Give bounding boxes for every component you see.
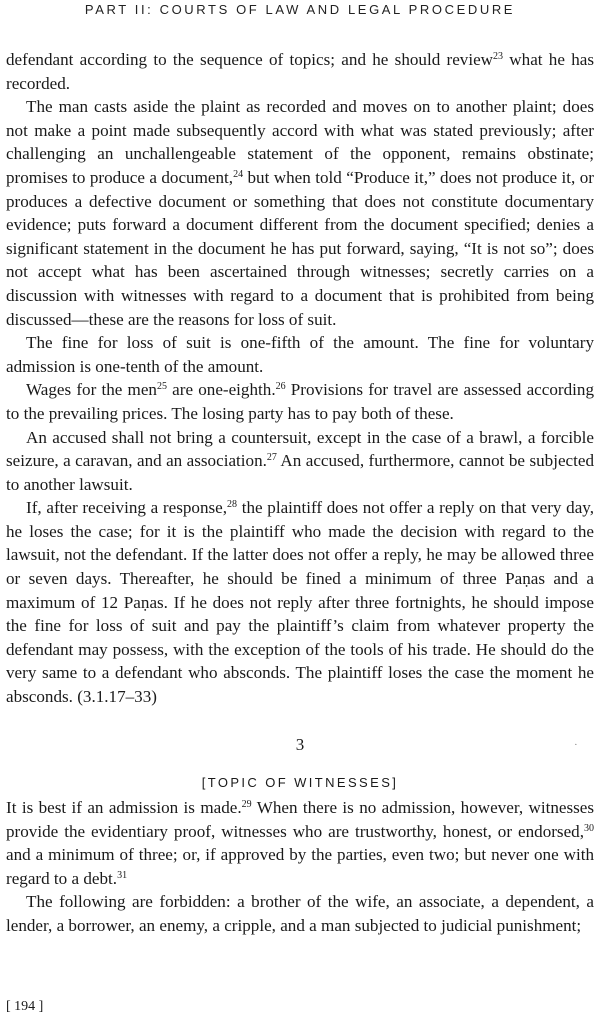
- body-text: [6, 48, 594, 709]
- paragraph-text: the plaintiff does not offer a reply on that very day, he loses the case; for it is the plaintiff who made the decision with regard to the lawsuit, not the defendant. If the latter does not offer a reply, he may be allowed three or seven days. Thereafter, he should be fined a minimum of three Paṇas and a maximum of 12 Paṇas. If he does not reply after three fortnights, he should impose the fine for loss of suit and pay the plaintiff’s claim from whatever property the defendant may possess, with the exception of the tools of his trade. He should do the very same to a defendant who absconds. The plaintiff loses the case the moment he absconds. (3.1.17–33): [6, 498, 595, 707]
- paragraph-text: are one-eighth.: [166, 380, 276, 400]
- paragraph-text: If, after receiving a response,: [26, 498, 228, 518]
- paragraph-text: but when told “Produce it,” does not produce it, or produces a defective document or something that does not constitute documentary evidence; puts forward a document different from the document specified; denies a significant statement in the document he has put forward, saying, “It is not so”; does not accept what has been ascertained through witnesses; secretly carries on a discussion with witnesses with regard to a document that is prohibited from being discussed—these are the reasons for loss of suit.: [6, 167, 594, 329]
- paragraph: [6, 95, 594, 331]
- section-title: [TOPIC OF WITNESSES]: [201, 775, 399, 790]
- paragraph-text: and a minimum of three; or, if approved by the parties, even two; but never one with regard to a debt.: [6, 845, 594, 888]
- paragraph: [6, 48, 594, 95]
- section-number: 3: [295, 735, 305, 754]
- page-number: [ 194 ]: [6, 999, 44, 1014]
- margin-mark: ·: [574, 739, 578, 751]
- paragraph-text: defendant according to the sequence of topics; and he should review: [6, 50, 494, 69]
- paragraph: [6, 426, 594, 497]
- section-heading: [0, 735, 600, 790]
- paragraph-text: The man casts aside the plaint as recorded and moves on to another plaint; does not make a point made subsequently accord with what was stated previously; after challenging an unchallengeable statement of the opponent, remains obstinate; promises to produce a document,: [6, 97, 594, 187]
- footnote-ref: 25: [156, 381, 167, 393]
- body-text-continued: [6, 796, 594, 938]
- paragraph-text: The following are forbidden: a brother of the wife, an associate, a dependent, a lender, a borrower, an enemy, a cripple, and a man subjected to judicial punishment;: [6, 892, 594, 935]
- paragraph: [6, 378, 594, 425]
- paragraph-text: It is best if an admission is made.: [6, 798, 242, 817]
- footnote-ref: 30: [584, 822, 594, 834]
- paragraph-text: An accused shall not bring a countersuit, except in the case of a brawl, a forcible seizure, a caravan, and an association.: [6, 427, 594, 471]
- paragraph-text: Wages for the men: [26, 380, 157, 400]
- paragraph: [6, 890, 594, 937]
- footnote-ref: 26: [275, 381, 286, 393]
- footnote-ref: 29: [241, 799, 252, 810]
- footnote-ref: 28: [227, 499, 238, 511]
- running-head: PART II: COURTS OF LAW AND LEGAL PROCEDURE: [84, 2, 516, 17]
- footnote-ref: 31: [117, 869, 128, 881]
- paragraph: [6, 331, 594, 378]
- footnote-ref: 23: [493, 51, 504, 62]
- footnote-ref: 27: [266, 452, 277, 464]
- paragraph-text: The fine for loss of suit is one-fifth of the amount. The fine for voluntary admission is one-tenth of the amount.: [6, 333, 594, 376]
- footnote-ref: 24: [233, 168, 244, 180]
- paragraph: [6, 796, 594, 890]
- paragraph-text: An accused, furthermore, cannot be subjected to another lawsuit.: [6, 451, 594, 494]
- paragraph-text: Provisions for travel are assessed according to the prevailing prices. The losing party has to pay both of these.: [6, 380, 594, 423]
- paragraph: [6, 496, 594, 708]
- paragraph-text: When there is no admission, however, witnesses provide the evidentiary proof, witnesses who are trustworthy, honest, or endorsed,: [6, 798, 594, 841]
- paragraph-text: what he has recorded.: [6, 50, 594, 93]
